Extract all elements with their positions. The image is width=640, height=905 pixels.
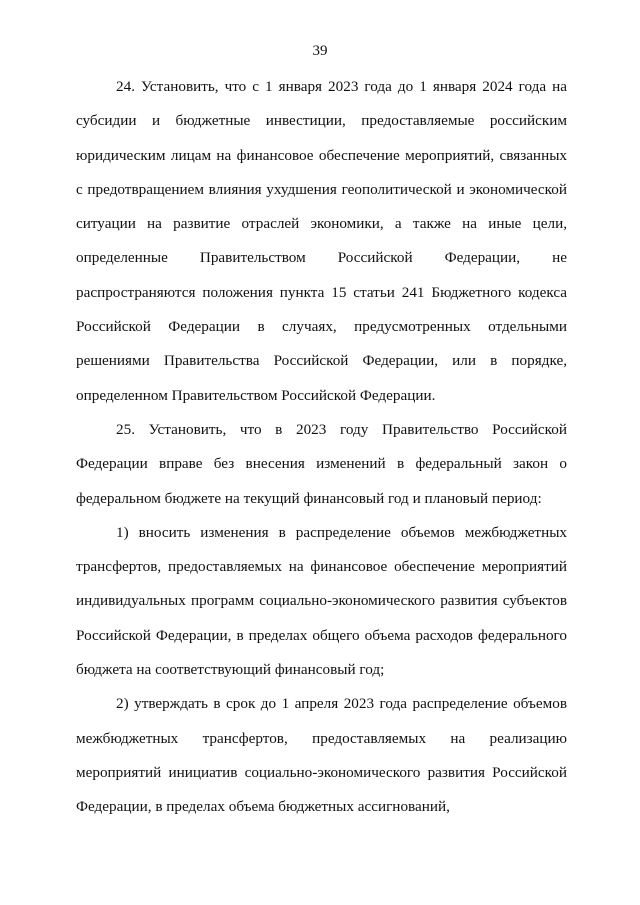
list-item-2: 2) утверждать в срок до 1 апреля 2023 года распределение объемов межбюджетных трансфертов, предоставляемых на реализацию мероприятий инициатив социально-экономического развития Российской Федерации, в пределах объема бюджетных ассигнований,: [76, 695, 567, 816]
paragraph-24: 24. Установить, что с 1 января 2023 года до 1 января 2024 года на субсидии и бюджетные инвестиции, предоставляемые российским юридическим лицам на финансовое обеспечение мероприятий, связанных с предотвращением влияния ухудшения геополитической и экономической ситуации на развитие отраслей экономики, а также на иные цели, определенные Правительством Российской Федерации, не распространяются положения пункта 15 статьи 241 Бюджетного кодекса Российской Федерации в случаях, предусмотренных отдельными решениями Правительства Российской Федерации, или в порядке, определенном Правительством Российской Федерации.: [76, 78, 567, 404]
page-number: 39: [312, 43, 328, 59]
document-body: [76, 70, 567, 825]
list-item-1: 1) вносить изменения в распределение объемов межбюджетных трансфертов, предоставляемых на финансовое обеспечение мероприятий индивидуальных программ социально-экономического развития субъектов Российской Федерации, в пределах общего объема расходов федерального бюджета на соответствующий финансовый год;: [76, 523, 567, 679]
paragraph-25: 25. Установить, что в 2023 году Правительство Российской Федерации вправе без внесения изменений в федеральный закон о федеральном бюджете на текущий финансовый год и плановый период:: [76, 420, 567, 507]
